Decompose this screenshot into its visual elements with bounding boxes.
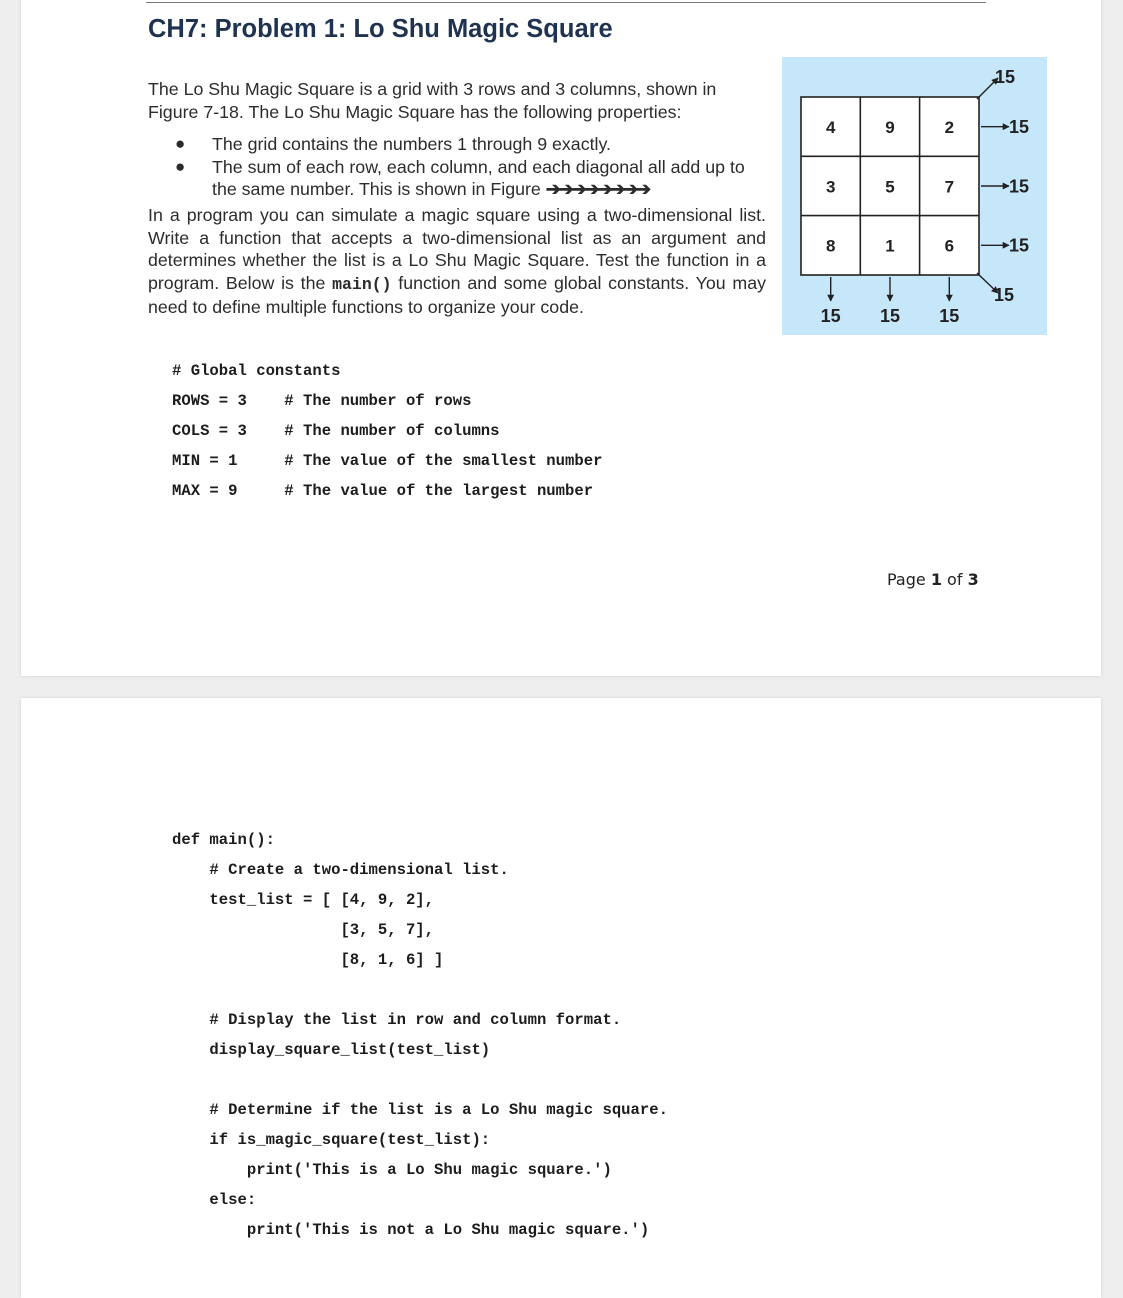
page-number-middle: of	[941, 570, 968, 589]
bullet-icon: ●	[175, 156, 186, 176]
grid-cell-value: 4	[825, 118, 836, 137]
diagonal-sum-label: 15	[994, 285, 1015, 305]
code-line: else:	[172, 1191, 257, 1209]
code-line: MAX = 9 # The value of the largest number	[172, 482, 594, 500]
code-line: MIN = 1 # The value of the smallest number	[172, 452, 603, 470]
inline-code: main()	[332, 274, 392, 294]
code-line: # Global constants	[172, 362, 341, 380]
grid-cell-value: 8	[825, 236, 836, 256]
list-item-text: The grid contains the numbers 1 through 9 exactly.	[212, 134, 611, 154]
grid-cell-value: 7	[944, 177, 955, 197]
code-line: [3, 5, 7],	[172, 921, 435, 939]
row-sum-label: 15	[1009, 117, 1030, 137]
magic-square-diagram	[782, 57, 1047, 335]
code-line: COLS = 3 # The number of columns	[172, 422, 500, 440]
code-line: # Display the list in row and column format.	[172, 1011, 622, 1029]
page-title: CH7: Problem 1: Lo Shu Magic Square	[148, 15, 613, 43]
column-sum-label: 15	[820, 306, 841, 326]
document-page-1	[21, 0, 1101, 676]
page-number-current: 1	[930, 570, 942, 589]
code-line: display_square_list(test_list)	[172, 1041, 491, 1059]
grid-cell-value: 6	[944, 236, 955, 256]
properties-list	[148, 133, 768, 201]
document-page-2	[21, 698, 1101, 1298]
task-text: In a program you can simulate a magic square using a two-dimensional list. Write a function that accepts a two-dimensional list as an argument and determines whether the list is a Lo Shu Magic Square. Test the function in a program. Below is the	[148, 205, 766, 293]
grid-cell-value: 3	[825, 177, 836, 197]
bullet-icon: ●	[175, 134, 186, 153]
grid-cell-value: 5	[885, 177, 895, 197]
column-sum-label: 15	[939, 306, 960, 326]
code-line: [8, 1, 6] ]	[172, 951, 444, 969]
code-line: test_list = [ [4, 9, 2],	[172, 891, 435, 909]
code-line: # Create a two-dimensional list.	[172, 861, 509, 879]
page-number-prefix: Page	[887, 570, 931, 589]
grid-cell-value: 1	[885, 236, 895, 256]
list-item	[148, 133, 768, 156]
arrow-right-icon: ➔➔➔➔➔➔➔➔	[545, 179, 649, 200]
grid-cell-value: 9	[885, 118, 895, 137]
list-item-text: The sum of each row, each column, and each diagonal all add up to the same number. This is shown in Figure	[212, 156, 745, 200]
page-number	[887, 570, 979, 589]
row-sum-label: 15	[1009, 235, 1030, 256]
magic-square-figure	[782, 57, 1047, 335]
code-line: def main():	[172, 831, 275, 849]
code-line: # Determine if the list is a Lo Shu magic square.	[172, 1101, 668, 1119]
list-item	[148, 156, 768, 201]
header-rule	[146, 2, 986, 3]
intro-paragraph: The Lo Shu Magic Square is a grid with 3 rows and 3 columns, shown in Figure 7-18. The Lo Shu Magic Square has the following properties:	[148, 79, 717, 122]
code-line: if is_magic_square(test_list):	[172, 1131, 491, 1149]
page-number-total: 3	[967, 570, 979, 589]
code-line: print('This is a Lo Shu magic square.')	[172, 1161, 612, 1179]
task-paragraph	[148, 204, 766, 319]
row-sum-label: 15	[1009, 176, 1030, 197]
code-line: print('This is not a Lo Shu magic square.')	[172, 1221, 650, 1239]
grid-cell-value: 2	[944, 118, 955, 137]
column-sum-label: 15	[879, 306, 901, 326]
code-line: ROWS = 3 # The number of rows	[172, 392, 472, 410]
task-text-end: function and some global constants. You may need to define multiple functions to organize your code.	[148, 272, 766, 318]
diagonal-sum-label: 15	[995, 67, 1016, 87]
